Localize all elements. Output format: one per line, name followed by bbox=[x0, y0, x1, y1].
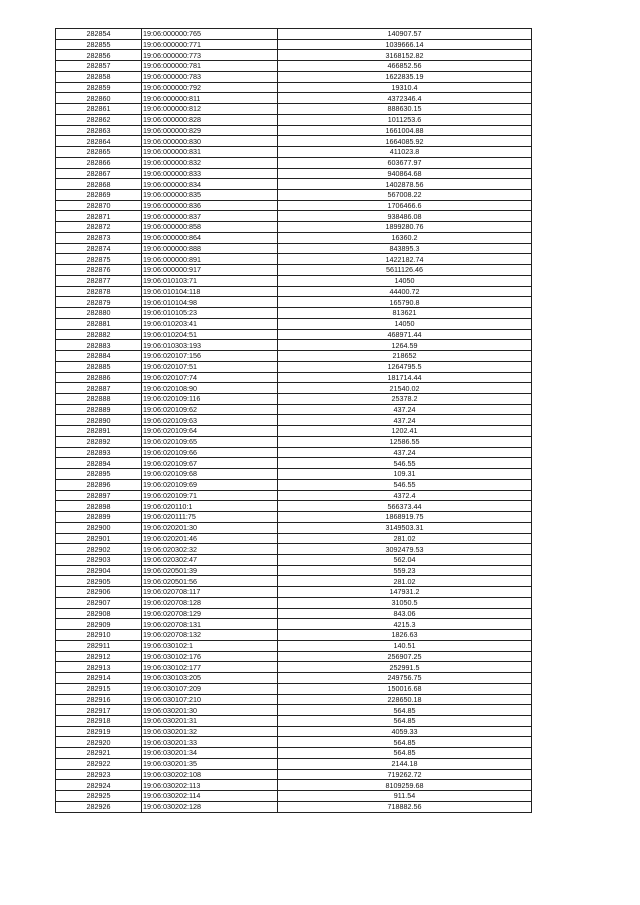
row-number-cell: 282885 bbox=[56, 361, 142, 372]
cadastral-number-cell: 19:06:000000:812 bbox=[142, 104, 278, 115]
row-number-cell: 282905 bbox=[56, 576, 142, 587]
cadastral-number-cell: 19:06:000000:858 bbox=[142, 222, 278, 233]
value-cell: 165790.8 bbox=[278, 297, 532, 308]
value-cell: 3092479.53 bbox=[278, 544, 532, 555]
table-body bbox=[56, 29, 532, 813]
table-row bbox=[56, 447, 532, 458]
cadastral-number-cell: 19:06:030201:34 bbox=[142, 748, 278, 759]
table-row bbox=[56, 791, 532, 802]
cadastral-number-cell: 19:06:000000:773 bbox=[142, 50, 278, 61]
value-cell: 546.55 bbox=[278, 479, 532, 490]
cadastral-number-cell: 19:06:000000:828 bbox=[142, 114, 278, 125]
value-cell: 564.85 bbox=[278, 705, 532, 716]
table-row bbox=[56, 597, 532, 608]
table-row bbox=[56, 200, 532, 211]
value-cell: 1706466.6 bbox=[278, 200, 532, 211]
value-cell: 4215.3 bbox=[278, 619, 532, 630]
cadastral-number-cell: 19:06:000000:781 bbox=[142, 61, 278, 72]
cadastral-number-cell: 19:06:030102:176 bbox=[142, 651, 278, 662]
value-cell: 281.02 bbox=[278, 576, 532, 587]
value-cell: 1402878.56 bbox=[278, 179, 532, 190]
table-row bbox=[56, 662, 532, 673]
value-cell: 1826.63 bbox=[278, 630, 532, 641]
table-row bbox=[56, 737, 532, 748]
cadastral-number-cell: 19:06:000000:832 bbox=[142, 157, 278, 168]
row-number-cell: 282896 bbox=[56, 479, 142, 490]
table-row bbox=[56, 29, 532, 40]
value-cell: 843.06 bbox=[278, 608, 532, 619]
value-cell: 150016.68 bbox=[278, 683, 532, 694]
value-cell: 546.55 bbox=[278, 458, 532, 469]
table-row bbox=[56, 404, 532, 415]
row-number-cell: 282878 bbox=[56, 286, 142, 297]
cadastral-number-cell: 19:06:030102:1 bbox=[142, 640, 278, 651]
value-cell: 252991.5 bbox=[278, 662, 532, 673]
row-number-cell: 282854 bbox=[56, 29, 142, 40]
row-number-cell: 282914 bbox=[56, 673, 142, 684]
row-number-cell: 282893 bbox=[56, 447, 142, 458]
cadastral-number-cell: 19:06:020302:47 bbox=[142, 554, 278, 565]
row-number-cell: 282877 bbox=[56, 275, 142, 286]
row-number-cell: 282908 bbox=[56, 608, 142, 619]
table-row bbox=[56, 587, 532, 598]
value-cell: 1202.41 bbox=[278, 426, 532, 437]
row-number-cell: 282909 bbox=[56, 619, 142, 630]
value-cell: 109.31 bbox=[278, 469, 532, 480]
table-row bbox=[56, 415, 532, 426]
row-number-cell: 282906 bbox=[56, 587, 142, 598]
row-number-cell: 282855 bbox=[56, 39, 142, 50]
table-row bbox=[56, 533, 532, 544]
cadastral-number-cell: 19:06:020708:128 bbox=[142, 597, 278, 608]
cadastral-number-cell: 19:06:000000:811 bbox=[142, 93, 278, 104]
table-row bbox=[56, 436, 532, 447]
cadastral-number-cell: 19:06:020708:132 bbox=[142, 630, 278, 641]
row-number-cell: 282891 bbox=[56, 426, 142, 437]
cadastral-number-cell: 19:06:000000:783 bbox=[142, 71, 278, 82]
table-row bbox=[56, 157, 532, 168]
cadastral-number-cell: 19:06:020109:65 bbox=[142, 436, 278, 447]
value-cell: 564.85 bbox=[278, 716, 532, 727]
value-cell: 1264795.5 bbox=[278, 361, 532, 372]
cadastral-number-cell: 19:06:020110:1 bbox=[142, 501, 278, 512]
value-cell: 566373.44 bbox=[278, 501, 532, 512]
cadastral-number-cell: 19:06:010203:41 bbox=[142, 318, 278, 329]
table-row bbox=[56, 351, 532, 362]
row-number-cell: 282898 bbox=[56, 501, 142, 512]
table-row bbox=[56, 640, 532, 651]
row-number-cell: 282889 bbox=[56, 404, 142, 415]
value-cell: 228650.18 bbox=[278, 694, 532, 705]
row-number-cell: 282888 bbox=[56, 393, 142, 404]
value-cell: 140907.57 bbox=[278, 29, 532, 40]
row-number-cell: 282873 bbox=[56, 232, 142, 243]
table-row bbox=[56, 554, 532, 565]
cadastral-number-cell: 19:06:000000:792 bbox=[142, 82, 278, 93]
row-number-cell: 282892 bbox=[56, 436, 142, 447]
row-number-cell: 282907 bbox=[56, 597, 142, 608]
cadastral-number-cell: 19:06:000000:771 bbox=[142, 39, 278, 50]
cadastral-number-cell: 19:06:000000:888 bbox=[142, 243, 278, 254]
table-row bbox=[56, 694, 532, 705]
cadastral-number-cell: 19:06:000000:830 bbox=[142, 136, 278, 147]
table-row bbox=[56, 683, 532, 694]
table-row bbox=[56, 372, 532, 383]
value-cell: 14050 bbox=[278, 275, 532, 286]
row-number-cell: 282880 bbox=[56, 308, 142, 319]
value-cell: 559.23 bbox=[278, 565, 532, 576]
value-cell: 16360.2 bbox=[278, 232, 532, 243]
row-number-cell: 282897 bbox=[56, 490, 142, 501]
cadastral-number-cell: 19:06:020108:90 bbox=[142, 383, 278, 394]
table-row bbox=[56, 758, 532, 769]
table-row bbox=[56, 608, 532, 619]
value-cell: 1422182.74 bbox=[278, 254, 532, 265]
table-row bbox=[56, 340, 532, 351]
value-cell: 564.85 bbox=[278, 748, 532, 759]
table-row bbox=[56, 211, 532, 222]
table-row bbox=[56, 308, 532, 319]
row-number-cell: 282903 bbox=[56, 554, 142, 565]
row-number-cell: 282874 bbox=[56, 243, 142, 254]
row-number-cell: 282882 bbox=[56, 329, 142, 340]
cadastral-number-cell: 19:06:030202:114 bbox=[142, 791, 278, 802]
cadastral-number-cell: 19:06:030201:35 bbox=[142, 758, 278, 769]
cadastral-number-cell: 19:06:020708:129 bbox=[142, 608, 278, 619]
row-number-cell: 282902 bbox=[56, 544, 142, 555]
row-number-cell: 282894 bbox=[56, 458, 142, 469]
value-cell: 940864.68 bbox=[278, 168, 532, 179]
table-row bbox=[56, 469, 532, 480]
table-row bbox=[56, 769, 532, 780]
value-cell: 181714.44 bbox=[278, 372, 532, 383]
row-number-cell: 282890 bbox=[56, 415, 142, 426]
row-number-cell: 282900 bbox=[56, 522, 142, 533]
value-cell: 1264.59 bbox=[278, 340, 532, 351]
table-row bbox=[56, 801, 532, 812]
value-cell: 564.85 bbox=[278, 737, 532, 748]
value-cell: 2144.18 bbox=[278, 758, 532, 769]
table-row bbox=[56, 630, 532, 641]
cadastral-number-cell: 19:06:030202:113 bbox=[142, 780, 278, 791]
cadastral-number-cell: 19:06:010104:118 bbox=[142, 286, 278, 297]
row-number-cell: 282856 bbox=[56, 50, 142, 61]
table-row bbox=[56, 82, 532, 93]
table-row bbox=[56, 426, 532, 437]
row-number-cell: 282879 bbox=[56, 297, 142, 308]
table-row bbox=[56, 780, 532, 791]
table-row bbox=[56, 716, 532, 727]
cadastral-number-cell: 19:06:020201:30 bbox=[142, 522, 278, 533]
cadastral-number-cell: 19:06:000000:836 bbox=[142, 200, 278, 211]
value-cell: 21540.02 bbox=[278, 383, 532, 394]
cadastral-number-cell: 19:06:020109:67 bbox=[142, 458, 278, 469]
cadastral-number-cell: 19:06:030201:30 bbox=[142, 705, 278, 716]
row-number-cell: 282901 bbox=[56, 533, 142, 544]
cadastral-number-cell: 19:06:020109:64 bbox=[142, 426, 278, 437]
cadastral-number-cell: 19:06:030107:209 bbox=[142, 683, 278, 694]
value-cell: 3149503.31 bbox=[278, 522, 532, 533]
table-row bbox=[56, 168, 532, 179]
table-row bbox=[56, 490, 532, 501]
value-cell: 718882.56 bbox=[278, 801, 532, 812]
row-number-cell: 282863 bbox=[56, 125, 142, 136]
cadastral-number-cell: 19:06:020201:46 bbox=[142, 533, 278, 544]
row-number-cell: 282858 bbox=[56, 71, 142, 82]
row-number-cell: 282899 bbox=[56, 512, 142, 523]
row-number-cell: 282870 bbox=[56, 200, 142, 211]
table-row bbox=[56, 61, 532, 72]
row-number-cell: 282910 bbox=[56, 630, 142, 641]
table-row bbox=[56, 501, 532, 512]
value-cell: 281.02 bbox=[278, 533, 532, 544]
table-row bbox=[56, 136, 532, 147]
data-table bbox=[55, 28, 532, 813]
row-number-cell: 282924 bbox=[56, 780, 142, 791]
cadastral-number-cell: 19:06:000000:917 bbox=[142, 265, 278, 276]
cadastral-number-cell: 19:06:020109:68 bbox=[142, 469, 278, 480]
cadastral-number-cell: 19:06:020109:63 bbox=[142, 415, 278, 426]
table-row bbox=[56, 147, 532, 158]
table-row bbox=[56, 522, 532, 533]
cadastral-number-cell: 19:06:010104:98 bbox=[142, 297, 278, 308]
table-row bbox=[56, 673, 532, 684]
cadastral-number-cell: 19:06:030201:32 bbox=[142, 726, 278, 737]
table-row bbox=[56, 565, 532, 576]
table-row bbox=[56, 748, 532, 759]
value-cell: 218652 bbox=[278, 351, 532, 362]
cadastral-number-cell: 19:06:020107:51 bbox=[142, 361, 278, 372]
row-number-cell: 282865 bbox=[56, 147, 142, 158]
value-cell: 44400.72 bbox=[278, 286, 532, 297]
cadastral-number-cell: 19:06:010103:71 bbox=[142, 275, 278, 286]
row-number-cell: 282859 bbox=[56, 82, 142, 93]
table-row bbox=[56, 512, 532, 523]
value-cell: 14050 bbox=[278, 318, 532, 329]
value-cell: 468971.44 bbox=[278, 329, 532, 340]
value-cell: 256907.25 bbox=[278, 651, 532, 662]
value-cell: 1011253.6 bbox=[278, 114, 532, 125]
cadastral-number-cell: 19:06:010204:51 bbox=[142, 329, 278, 340]
cadastral-number-cell: 19:06:010303:193 bbox=[142, 340, 278, 351]
value-cell: 140.51 bbox=[278, 640, 532, 651]
cadastral-number-cell: 19:06:020107:74 bbox=[142, 372, 278, 383]
cadastral-number-cell: 19:06:020109:116 bbox=[142, 393, 278, 404]
table-row bbox=[56, 114, 532, 125]
cadastral-number-cell: 19:06:000000:833 bbox=[142, 168, 278, 179]
table-row bbox=[56, 222, 532, 233]
table-row bbox=[56, 179, 532, 190]
row-number-cell: 282919 bbox=[56, 726, 142, 737]
cadastral-number-cell: 19:06:000000:834 bbox=[142, 179, 278, 190]
value-cell: 843895.3 bbox=[278, 243, 532, 254]
value-cell: 4372.4 bbox=[278, 490, 532, 501]
row-number-cell: 282864 bbox=[56, 136, 142, 147]
row-number-cell: 282884 bbox=[56, 351, 142, 362]
row-number-cell: 282912 bbox=[56, 651, 142, 662]
table-row bbox=[56, 544, 532, 555]
value-cell: 249756.75 bbox=[278, 673, 532, 684]
value-cell: 1899280.76 bbox=[278, 222, 532, 233]
cadastral-number-cell: 19:06:020109:69 bbox=[142, 479, 278, 490]
row-number-cell: 282922 bbox=[56, 758, 142, 769]
cadastral-number-cell: 19:06:020107:156 bbox=[142, 351, 278, 362]
table-row bbox=[56, 50, 532, 61]
value-cell: 437.24 bbox=[278, 447, 532, 458]
cadastral-number-cell: 19:06:020501:56 bbox=[142, 576, 278, 587]
value-cell: 12586.55 bbox=[278, 436, 532, 447]
table-row bbox=[56, 619, 532, 630]
row-number-cell: 282920 bbox=[56, 737, 142, 748]
table-row bbox=[56, 104, 532, 115]
table-row bbox=[56, 265, 532, 276]
row-number-cell: 282925 bbox=[56, 791, 142, 802]
value-cell: 3168152.82 bbox=[278, 50, 532, 61]
row-number-cell: 282923 bbox=[56, 769, 142, 780]
table-row bbox=[56, 297, 532, 308]
cadastral-number-cell: 19:06:020109:62 bbox=[142, 404, 278, 415]
value-cell: 813621 bbox=[278, 308, 532, 319]
row-number-cell: 282871 bbox=[56, 211, 142, 222]
row-number-cell: 282875 bbox=[56, 254, 142, 265]
cadastral-number-cell: 19:06:030107:210 bbox=[142, 694, 278, 705]
table-row bbox=[56, 39, 532, 50]
cadastral-number-cell: 19:06:030103:205 bbox=[142, 673, 278, 684]
table-row bbox=[56, 93, 532, 104]
row-number-cell: 282918 bbox=[56, 716, 142, 727]
row-number-cell: 282876 bbox=[56, 265, 142, 276]
value-cell: 888630.15 bbox=[278, 104, 532, 115]
row-number-cell: 282868 bbox=[56, 179, 142, 190]
row-number-cell: 282904 bbox=[56, 565, 142, 576]
value-cell: 911.54 bbox=[278, 791, 532, 802]
table-row bbox=[56, 726, 532, 737]
table-row bbox=[56, 479, 532, 490]
value-cell: 466852.56 bbox=[278, 61, 532, 72]
value-cell: 31050.5 bbox=[278, 597, 532, 608]
cadastral-number-cell: 19:06:030201:33 bbox=[142, 737, 278, 748]
table-row bbox=[56, 318, 532, 329]
value-cell: 938486.08 bbox=[278, 211, 532, 222]
cadastral-number-cell: 19:06:020302:32 bbox=[142, 544, 278, 555]
cadastral-number-cell: 19:06:000000:837 bbox=[142, 211, 278, 222]
row-number-cell: 282887 bbox=[56, 383, 142, 394]
value-cell: 719262.72 bbox=[278, 769, 532, 780]
cadastral-number-cell: 19:06:030202:128 bbox=[142, 801, 278, 812]
cadastral-number-cell: 19:06:020708:131 bbox=[142, 619, 278, 630]
table-row bbox=[56, 329, 532, 340]
cadastral-number-cell: 19:06:000000:831 bbox=[142, 147, 278, 158]
cadastral-number-cell: 19:06:030102:177 bbox=[142, 662, 278, 673]
row-number-cell: 282913 bbox=[56, 662, 142, 673]
table-row bbox=[56, 243, 532, 254]
row-number-cell: 282869 bbox=[56, 190, 142, 201]
value-cell: 567008.22 bbox=[278, 190, 532, 201]
table-row bbox=[56, 458, 532, 469]
value-cell: 19310.4 bbox=[278, 82, 532, 93]
row-number-cell: 282895 bbox=[56, 469, 142, 480]
cadastral-number-cell: 19:06:020109:66 bbox=[142, 447, 278, 458]
row-number-cell: 282886 bbox=[56, 372, 142, 383]
cadastral-number-cell: 19:06:010105:23 bbox=[142, 308, 278, 319]
value-cell: 1622835.19 bbox=[278, 71, 532, 82]
cadastral-number-cell: 19:06:030202:108 bbox=[142, 769, 278, 780]
row-number-cell: 282915 bbox=[56, 683, 142, 694]
value-cell: 4059.33 bbox=[278, 726, 532, 737]
cadastral-number-cell: 19:06:000000:864 bbox=[142, 232, 278, 243]
table-row bbox=[56, 254, 532, 265]
value-cell: 1039666.14 bbox=[278, 39, 532, 50]
value-cell: 437.24 bbox=[278, 415, 532, 426]
cadastral-number-cell: 19:06:000000:835 bbox=[142, 190, 278, 201]
cadastral-number-cell: 19:06:030201:31 bbox=[142, 716, 278, 727]
row-number-cell: 282916 bbox=[56, 694, 142, 705]
cadastral-number-cell: 19:06:020708:117 bbox=[142, 587, 278, 598]
value-cell: 25378.2 bbox=[278, 393, 532, 404]
cadastral-number-cell: 19:06:020111:75 bbox=[142, 512, 278, 523]
table-row bbox=[56, 705, 532, 716]
table-row bbox=[56, 576, 532, 587]
cadastral-number-cell: 19:06:000000:829 bbox=[142, 125, 278, 136]
row-number-cell: 282926 bbox=[56, 801, 142, 812]
value-cell: 147931.2 bbox=[278, 587, 532, 598]
row-number-cell: 282917 bbox=[56, 705, 142, 716]
value-cell: 5611126.46 bbox=[278, 265, 532, 276]
table-row bbox=[56, 275, 532, 286]
value-cell: 4372346.4 bbox=[278, 93, 532, 104]
table-row bbox=[56, 286, 532, 297]
value-cell: 437.24 bbox=[278, 404, 532, 415]
table-row bbox=[56, 71, 532, 82]
table-row bbox=[56, 361, 532, 372]
table-row bbox=[56, 651, 532, 662]
table-row bbox=[56, 393, 532, 404]
row-number-cell: 282872 bbox=[56, 222, 142, 233]
value-cell: 411023.8 bbox=[278, 147, 532, 158]
value-cell: 562.04 bbox=[278, 554, 532, 565]
table-row bbox=[56, 125, 532, 136]
value-cell: 603677.97 bbox=[278, 157, 532, 168]
value-cell: 1664085.92 bbox=[278, 136, 532, 147]
cadastral-number-cell: 19:06:020501:39 bbox=[142, 565, 278, 576]
cadastral-number-cell: 19:06:020109:71 bbox=[142, 490, 278, 501]
table-row bbox=[56, 232, 532, 243]
row-number-cell: 282881 bbox=[56, 318, 142, 329]
row-number-cell: 282866 bbox=[56, 157, 142, 168]
row-number-cell: 282883 bbox=[56, 340, 142, 351]
row-number-cell: 282862 bbox=[56, 114, 142, 125]
value-cell: 1661004.88 bbox=[278, 125, 532, 136]
value-cell: 1868919.75 bbox=[278, 512, 532, 523]
value-cell: 8109259.68 bbox=[278, 780, 532, 791]
row-number-cell: 282867 bbox=[56, 168, 142, 179]
row-number-cell: 282860 bbox=[56, 93, 142, 104]
row-number-cell: 282857 bbox=[56, 61, 142, 72]
cadastral-number-cell: 19:06:000000:765 bbox=[142, 29, 278, 40]
table-row bbox=[56, 190, 532, 201]
row-number-cell: 282921 bbox=[56, 748, 142, 759]
cadastral-number-cell: 19:06:000000:891 bbox=[142, 254, 278, 265]
row-number-cell: 282861 bbox=[56, 104, 142, 115]
row-number-cell: 282911 bbox=[56, 640, 142, 651]
table-row bbox=[56, 383, 532, 394]
